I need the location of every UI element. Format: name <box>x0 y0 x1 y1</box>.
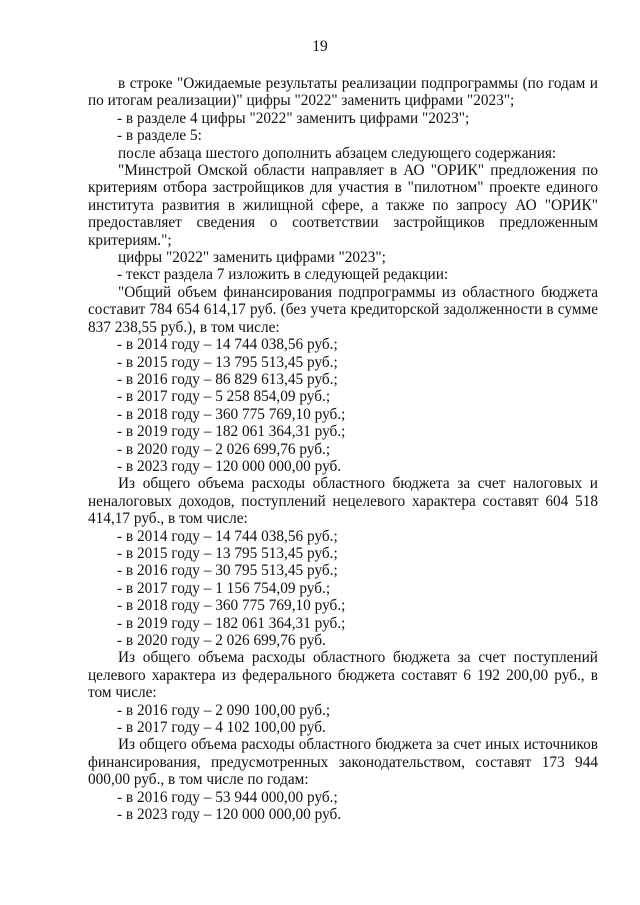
list-item: - в 2017 году – 1 156 754,09 руб.; <box>117 579 331 597</box>
paragraph: "Минстрой Омской области направляет в АО "ОРИК" предложения по критериям отбора застройщиков для участия в "пилотном" проекте единого института развития в жилищной сфере, а также по запросу АО "ОРИК" предоставляет сведения о соответствии застройщиков предложенным критериям."; <box>88 162 598 249</box>
paragraph: цифры "2022" заменить цифрами "2023"; <box>118 249 386 267</box>
list-item: - в 2017 году – 4 102 100,00 руб. <box>117 719 326 737</box>
list-item: - в 2020 году – 2 026 699,76 руб. <box>117 632 326 649</box>
paragraph: "Общий объем финансирования подпрограммы из областного бюджета составит 784 654 614,17 руб. (без учета кредиторской задолженности в сумме 837 238,55 руб.), в том числе: <box>88 283 598 336</box>
list-item: - в 2018 году – 360 775 769,10 руб.; <box>117 405 346 423</box>
document-body <box>88 75 598 823</box>
list-item: - в 2023 году – 120 000 000,00 руб. <box>117 806 342 824</box>
list-item: - в 2015 году – 13 795 513,45 руб.; <box>117 353 338 371</box>
paragraph: Из общего объема расходы областного бюджета за счет налоговых и неналоговых доходов, поступлений нецелевого характера составят 604 518 414,17 руб., в том числе: <box>88 475 598 528</box>
paragraph: Из общего объема расходы областного бюджета за счет поступлений целевого характера из федерального бюджета составят 6 192 200,00 руб., в том числе: <box>88 649 598 702</box>
list-item: - в разделе 4 цифры "2022" заменить цифрами "2023"; <box>117 109 470 127</box>
paragraph: после абзаца шестого дополнить абзацем следующего содержания: <box>118 144 557 162</box>
list-item: - в 2016 году – 86 829 613,45 руб.; <box>117 370 338 388</box>
list-item: - в 2014 году – 14 744 038,56 руб.; <box>117 336 338 354</box>
list-item: - в 2020 году – 2 026 699,76 руб.; <box>117 440 331 458</box>
paragraph: Из общего объема расходы областного бюджета за счет иных источников финансирования, предусмотренных законодательством, составят 173 944 000,00 руб., в том числе по годам: <box>88 736 598 789</box>
list-item: - в 2023 году – 120 000 000,00 руб. <box>117 457 342 475</box>
list-item: - в 2019 году – 182 061 364,31 руб.; <box>117 423 346 441</box>
list-item: - в 2016 году – 2 090 100,00 руб.; <box>117 701 331 719</box>
list-item: - в 2015 году – 13 795 513,45 руб.; <box>117 544 338 562</box>
list-item: - в 2016 году – 30 795 513,45 руб.; <box>117 562 338 580</box>
list-item: - в 2016 году – 53 944 000,00 руб.; <box>117 788 338 806</box>
list-item: - в 2018 году – 360 775 769,10 руб.; <box>117 597 346 615</box>
list-item: - в разделе 5: <box>117 127 202 145</box>
list-item: - в 2019 году – 182 061 364,31 руб.; <box>117 614 346 632</box>
paragraph: в строке "Ожидаемые результаты реализации подпрограммы (по годам и по итогам реализации)" цифры "2022" заменить цифрами "2023"; <box>88 75 598 110</box>
list-item: - в 2014 году – 14 744 038,56 руб.; <box>117 527 338 545</box>
list-item: - в 2017 году – 5 258 854,09 руб.; <box>117 388 331 406</box>
list-item: - текст раздела 7 изложить в следующей редакции: <box>117 266 449 284</box>
page-number: 19 <box>312 38 328 55</box>
